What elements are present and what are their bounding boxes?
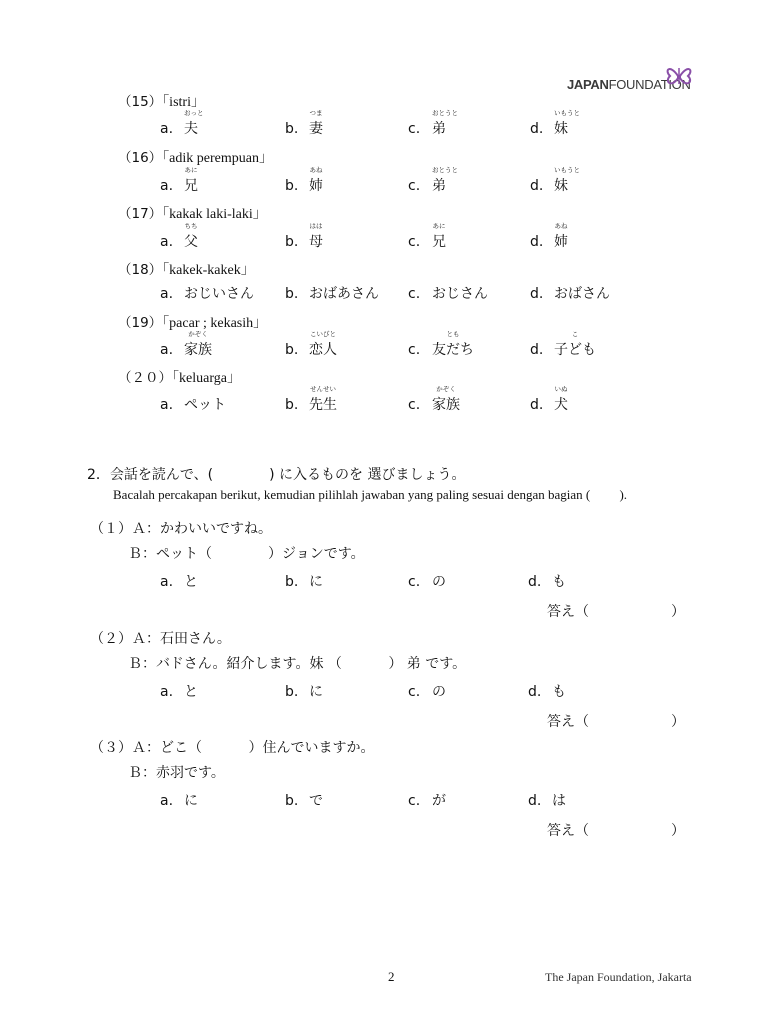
answer-option[interactable] bbox=[530, 109, 580, 138]
dialogue-line-a: （２）Ａ：石田さん。 bbox=[90, 631, 231, 647]
option-text-wrap bbox=[309, 330, 337, 359]
option-text: 恋人 bbox=[309, 342, 337, 358]
option-text: 妹 bbox=[554, 178, 568, 194]
answer-option[interactable] bbox=[408, 109, 458, 138]
option-letter: d. bbox=[530, 234, 544, 250]
answer-option[interactable] bbox=[408, 283, 488, 303]
answer-option[interactable] bbox=[530, 330, 596, 359]
option-text-wrap bbox=[554, 166, 580, 195]
question-word: 「pacar ; kekasih」 bbox=[162, 316, 268, 331]
option-letter: d. bbox=[528, 684, 542, 700]
question-number: （16） bbox=[118, 150, 163, 166]
option-letter: c. bbox=[408, 342, 421, 358]
answer-close-paren: ） bbox=[671, 714, 685, 730]
dialogue-line-a: （３）Ａ：どこ（ ）住んでいますか。 bbox=[90, 740, 375, 756]
page-number: 2 bbox=[388, 969, 395, 984]
option-text-wrap bbox=[432, 166, 458, 195]
answer-option[interactable] bbox=[408, 571, 446, 591]
option-text-wrap bbox=[184, 109, 204, 138]
option-letter: a. bbox=[160, 397, 174, 413]
answer-label: 答え（ bbox=[547, 604, 589, 620]
option-letter: c. bbox=[408, 684, 421, 700]
question-header bbox=[118, 258, 255, 279]
answer-close-paren: ） bbox=[671, 604, 685, 620]
question-header bbox=[118, 202, 267, 223]
question-number: （15） bbox=[118, 94, 163, 110]
option-letter: d. bbox=[530, 342, 544, 358]
answer-option[interactable] bbox=[285, 385, 337, 414]
option-letter: b. bbox=[285, 342, 299, 358]
option-letter: d. bbox=[530, 121, 544, 137]
option-letter: a. bbox=[160, 121, 174, 137]
option-text: 子ども bbox=[554, 342, 596, 358]
option-letter: b. bbox=[285, 793, 299, 809]
option-letter: a. bbox=[160, 342, 174, 358]
answer-option[interactable] bbox=[408, 790, 446, 810]
answer-option[interactable] bbox=[408, 681, 446, 701]
answer-close-paren: ） bbox=[671, 823, 685, 839]
option-text: の bbox=[432, 684, 446, 700]
answer-option[interactable] bbox=[530, 222, 568, 251]
option-letter: a. bbox=[160, 286, 174, 302]
option-text: と bbox=[184, 684, 198, 700]
option-text: おじさん bbox=[432, 286, 488, 302]
furigana: あに bbox=[432, 222, 446, 230]
answer-option[interactable] bbox=[285, 283, 379, 303]
answer-option[interactable] bbox=[408, 330, 474, 359]
answer-option[interactable] bbox=[408, 385, 460, 414]
furigana: おとうと bbox=[432, 166, 458, 174]
option-text: の bbox=[432, 574, 446, 590]
answer-option[interactable] bbox=[160, 166, 198, 195]
answer-option[interactable] bbox=[285, 571, 323, 591]
furigana: いもうと bbox=[554, 166, 580, 174]
furigana: あね bbox=[554, 222, 568, 230]
answer-option[interactable] bbox=[285, 109, 323, 138]
option-text: も bbox=[552, 684, 566, 700]
option-letter: a. bbox=[160, 793, 174, 809]
answer-option[interactable] bbox=[528, 681, 566, 701]
dialogue-line-b: Ｂ：ペット（ ）ジョンです。 bbox=[128, 546, 365, 562]
logo-wordmark: JAPANFOUNDATION bbox=[567, 77, 691, 92]
option-text-wrap bbox=[309, 166, 323, 195]
option-text: と bbox=[184, 574, 198, 590]
question-word: 「keluarga」 bbox=[172, 371, 241, 386]
option-text-wrap bbox=[184, 330, 212, 359]
option-letter: b. bbox=[285, 121, 299, 137]
option-text: に bbox=[309, 574, 323, 590]
option-text-wrap bbox=[309, 283, 379, 303]
option-letter: b. bbox=[285, 397, 299, 413]
furigana: いぬ bbox=[554, 385, 568, 393]
option-letter: d. bbox=[530, 178, 544, 194]
option-text: おばさん bbox=[554, 286, 610, 302]
dialogue-line-b: Ｂ：バドさん。紹介します。妹 （ ） 弟 です。 bbox=[128, 656, 467, 672]
option-letter: b. bbox=[285, 234, 299, 250]
option-text: おじいさん bbox=[184, 286, 254, 302]
option-letter: d. bbox=[528, 574, 542, 590]
answer-box[interactable] bbox=[547, 711, 685, 731]
answer-option[interactable] bbox=[285, 222, 323, 251]
option-text-wrap bbox=[309, 109, 323, 138]
option-text: 友だち bbox=[432, 342, 474, 358]
option-text-wrap bbox=[184, 222, 198, 251]
option-letter: a. bbox=[160, 574, 174, 590]
option-text: に bbox=[309, 684, 323, 700]
option-letter: d. bbox=[530, 397, 544, 413]
option-text: も bbox=[552, 574, 566, 590]
option-letter: c. bbox=[408, 234, 421, 250]
option-text: 家族 bbox=[184, 342, 212, 358]
option-text-wrap bbox=[184, 283, 254, 303]
answer-option[interactable] bbox=[530, 166, 580, 195]
option-text: 姉 bbox=[554, 234, 568, 250]
option-letter: c. bbox=[408, 574, 421, 590]
option-letter: c. bbox=[408, 793, 421, 809]
furigana: かぞく bbox=[188, 330, 208, 338]
option-letter: c. bbox=[408, 397, 421, 413]
answer-option[interactable] bbox=[408, 222, 446, 251]
furigana: かぞく bbox=[436, 385, 456, 393]
option-text: 犬 bbox=[554, 397, 568, 413]
option-letter: d. bbox=[530, 286, 544, 302]
question-number: （19） bbox=[118, 315, 163, 331]
answer-option[interactable] bbox=[285, 681, 323, 701]
option-letter: b. bbox=[285, 178, 299, 194]
answer-option[interactable] bbox=[160, 790, 198, 810]
footer-organization: The Japan Foundation, Jakarta bbox=[545, 970, 692, 984]
option-text: 妻 bbox=[309, 121, 323, 137]
answer-option[interactable] bbox=[285, 790, 323, 810]
option-text-wrap bbox=[432, 222, 446, 251]
question-header bbox=[118, 366, 241, 387]
question-number: （18） bbox=[118, 262, 163, 278]
section-2-instruction: Bacalah percakapan berikut, kemudian pilihlah jawaban yang paling sesuai dengan bagian ( ). bbox=[113, 487, 628, 502]
question-number: （17） bbox=[118, 206, 163, 222]
answer-option[interactable] bbox=[530, 385, 568, 414]
question-word: 「adik perempuan」 bbox=[162, 151, 273, 166]
option-letter: a. bbox=[160, 684, 174, 700]
option-text-wrap bbox=[432, 283, 488, 303]
option-text: 父 bbox=[184, 234, 198, 250]
option-text-wrap bbox=[554, 330, 596, 359]
option-text: 兄 bbox=[432, 234, 446, 250]
option-text-wrap bbox=[554, 222, 568, 251]
furigana: つま bbox=[309, 109, 323, 117]
option-text: は bbox=[552, 793, 566, 809]
question-header bbox=[118, 146, 273, 167]
answer-box[interactable] bbox=[547, 601, 685, 621]
question-word: 「kakek-kakek」 bbox=[162, 263, 255, 278]
option-letter: b. bbox=[285, 574, 299, 590]
option-letter: c. bbox=[408, 178, 421, 194]
dialogue-line-a: （１）Ａ：かわいいですね。 bbox=[90, 521, 272, 537]
option-text: おばあさん bbox=[309, 286, 379, 302]
furigana: いもうと bbox=[554, 109, 580, 117]
option-text-wrap bbox=[432, 385, 460, 414]
option-text: 先生 bbox=[309, 397, 337, 413]
option-text-wrap bbox=[554, 109, 580, 138]
furigana: あに bbox=[184, 166, 198, 174]
option-text: に bbox=[184, 793, 198, 809]
furigana: こ bbox=[571, 330, 579, 338]
option-text: 姉 bbox=[309, 178, 323, 194]
option-letter: c. bbox=[408, 286, 421, 302]
option-letter: b. bbox=[285, 684, 299, 700]
option-text: 弟 bbox=[432, 178, 446, 194]
answer-option[interactable] bbox=[160, 330, 212, 359]
furigana: こいびと bbox=[310, 330, 336, 338]
answer-option[interactable] bbox=[408, 166, 458, 195]
butterfly-logo-icon bbox=[664, 62, 694, 90]
option-letter: a. bbox=[160, 178, 174, 194]
dialogue-line-b: Ｂ：赤羽です。 bbox=[128, 765, 225, 781]
option-text: で bbox=[309, 793, 323, 809]
option-text-wrap bbox=[309, 385, 337, 414]
answer-option[interactable] bbox=[160, 571, 198, 591]
answer-option[interactable] bbox=[285, 166, 323, 195]
furigana: せんせい bbox=[310, 385, 336, 393]
option-text: 弟 bbox=[432, 121, 446, 137]
option-text: 兄 bbox=[184, 178, 198, 194]
answer-option[interactable] bbox=[160, 394, 226, 414]
option-text: が bbox=[432, 793, 446, 809]
question-number: （２０） bbox=[118, 370, 172, 386]
option-letter: c. bbox=[408, 121, 421, 137]
question-word: 「istri」 bbox=[162, 95, 205, 110]
answer-option[interactable] bbox=[160, 681, 198, 701]
answer-option[interactable] bbox=[160, 283, 254, 303]
option-text: 夫 bbox=[184, 121, 198, 137]
furigana: ちち bbox=[184, 222, 198, 230]
section-2-title: 2．会話を読んで、( ) に入るものを 選びましょう。 bbox=[87, 467, 466, 483]
answer-label: 答え（ bbox=[547, 823, 589, 839]
option-text-wrap bbox=[432, 330, 474, 359]
answer-label: 答え（ bbox=[547, 714, 589, 730]
furigana: おっと bbox=[184, 109, 204, 117]
option-letter: a. bbox=[160, 234, 174, 250]
option-text-wrap bbox=[184, 394, 226, 414]
option-text-wrap bbox=[184, 166, 198, 195]
option-text: 妹 bbox=[554, 121, 568, 137]
option-text: ペット bbox=[184, 397, 226, 413]
option-text-wrap bbox=[554, 283, 610, 303]
furigana: はは bbox=[309, 222, 323, 230]
answer-option[interactable] bbox=[285, 330, 337, 359]
option-text: 母 bbox=[309, 234, 323, 250]
option-text-wrap bbox=[554, 385, 568, 414]
furigana: とも bbox=[446, 330, 460, 338]
answer-option[interactable] bbox=[160, 109, 204, 138]
answer-option[interactable] bbox=[528, 571, 566, 591]
option-text: 家族 bbox=[432, 397, 460, 413]
option-text-wrap bbox=[432, 109, 458, 138]
answer-option[interactable] bbox=[530, 283, 610, 303]
option-text-wrap bbox=[309, 222, 323, 251]
question-word: 「kakak laki-laki」 bbox=[162, 207, 267, 222]
furigana: おとうと bbox=[432, 109, 458, 117]
option-letter: d. bbox=[528, 793, 542, 809]
option-letter: b. bbox=[285, 286, 299, 302]
answer-option[interactable] bbox=[528, 790, 566, 810]
answer-box[interactable] bbox=[547, 820, 685, 840]
answer-option[interactable] bbox=[160, 222, 198, 251]
furigana: あね bbox=[309, 166, 323, 174]
